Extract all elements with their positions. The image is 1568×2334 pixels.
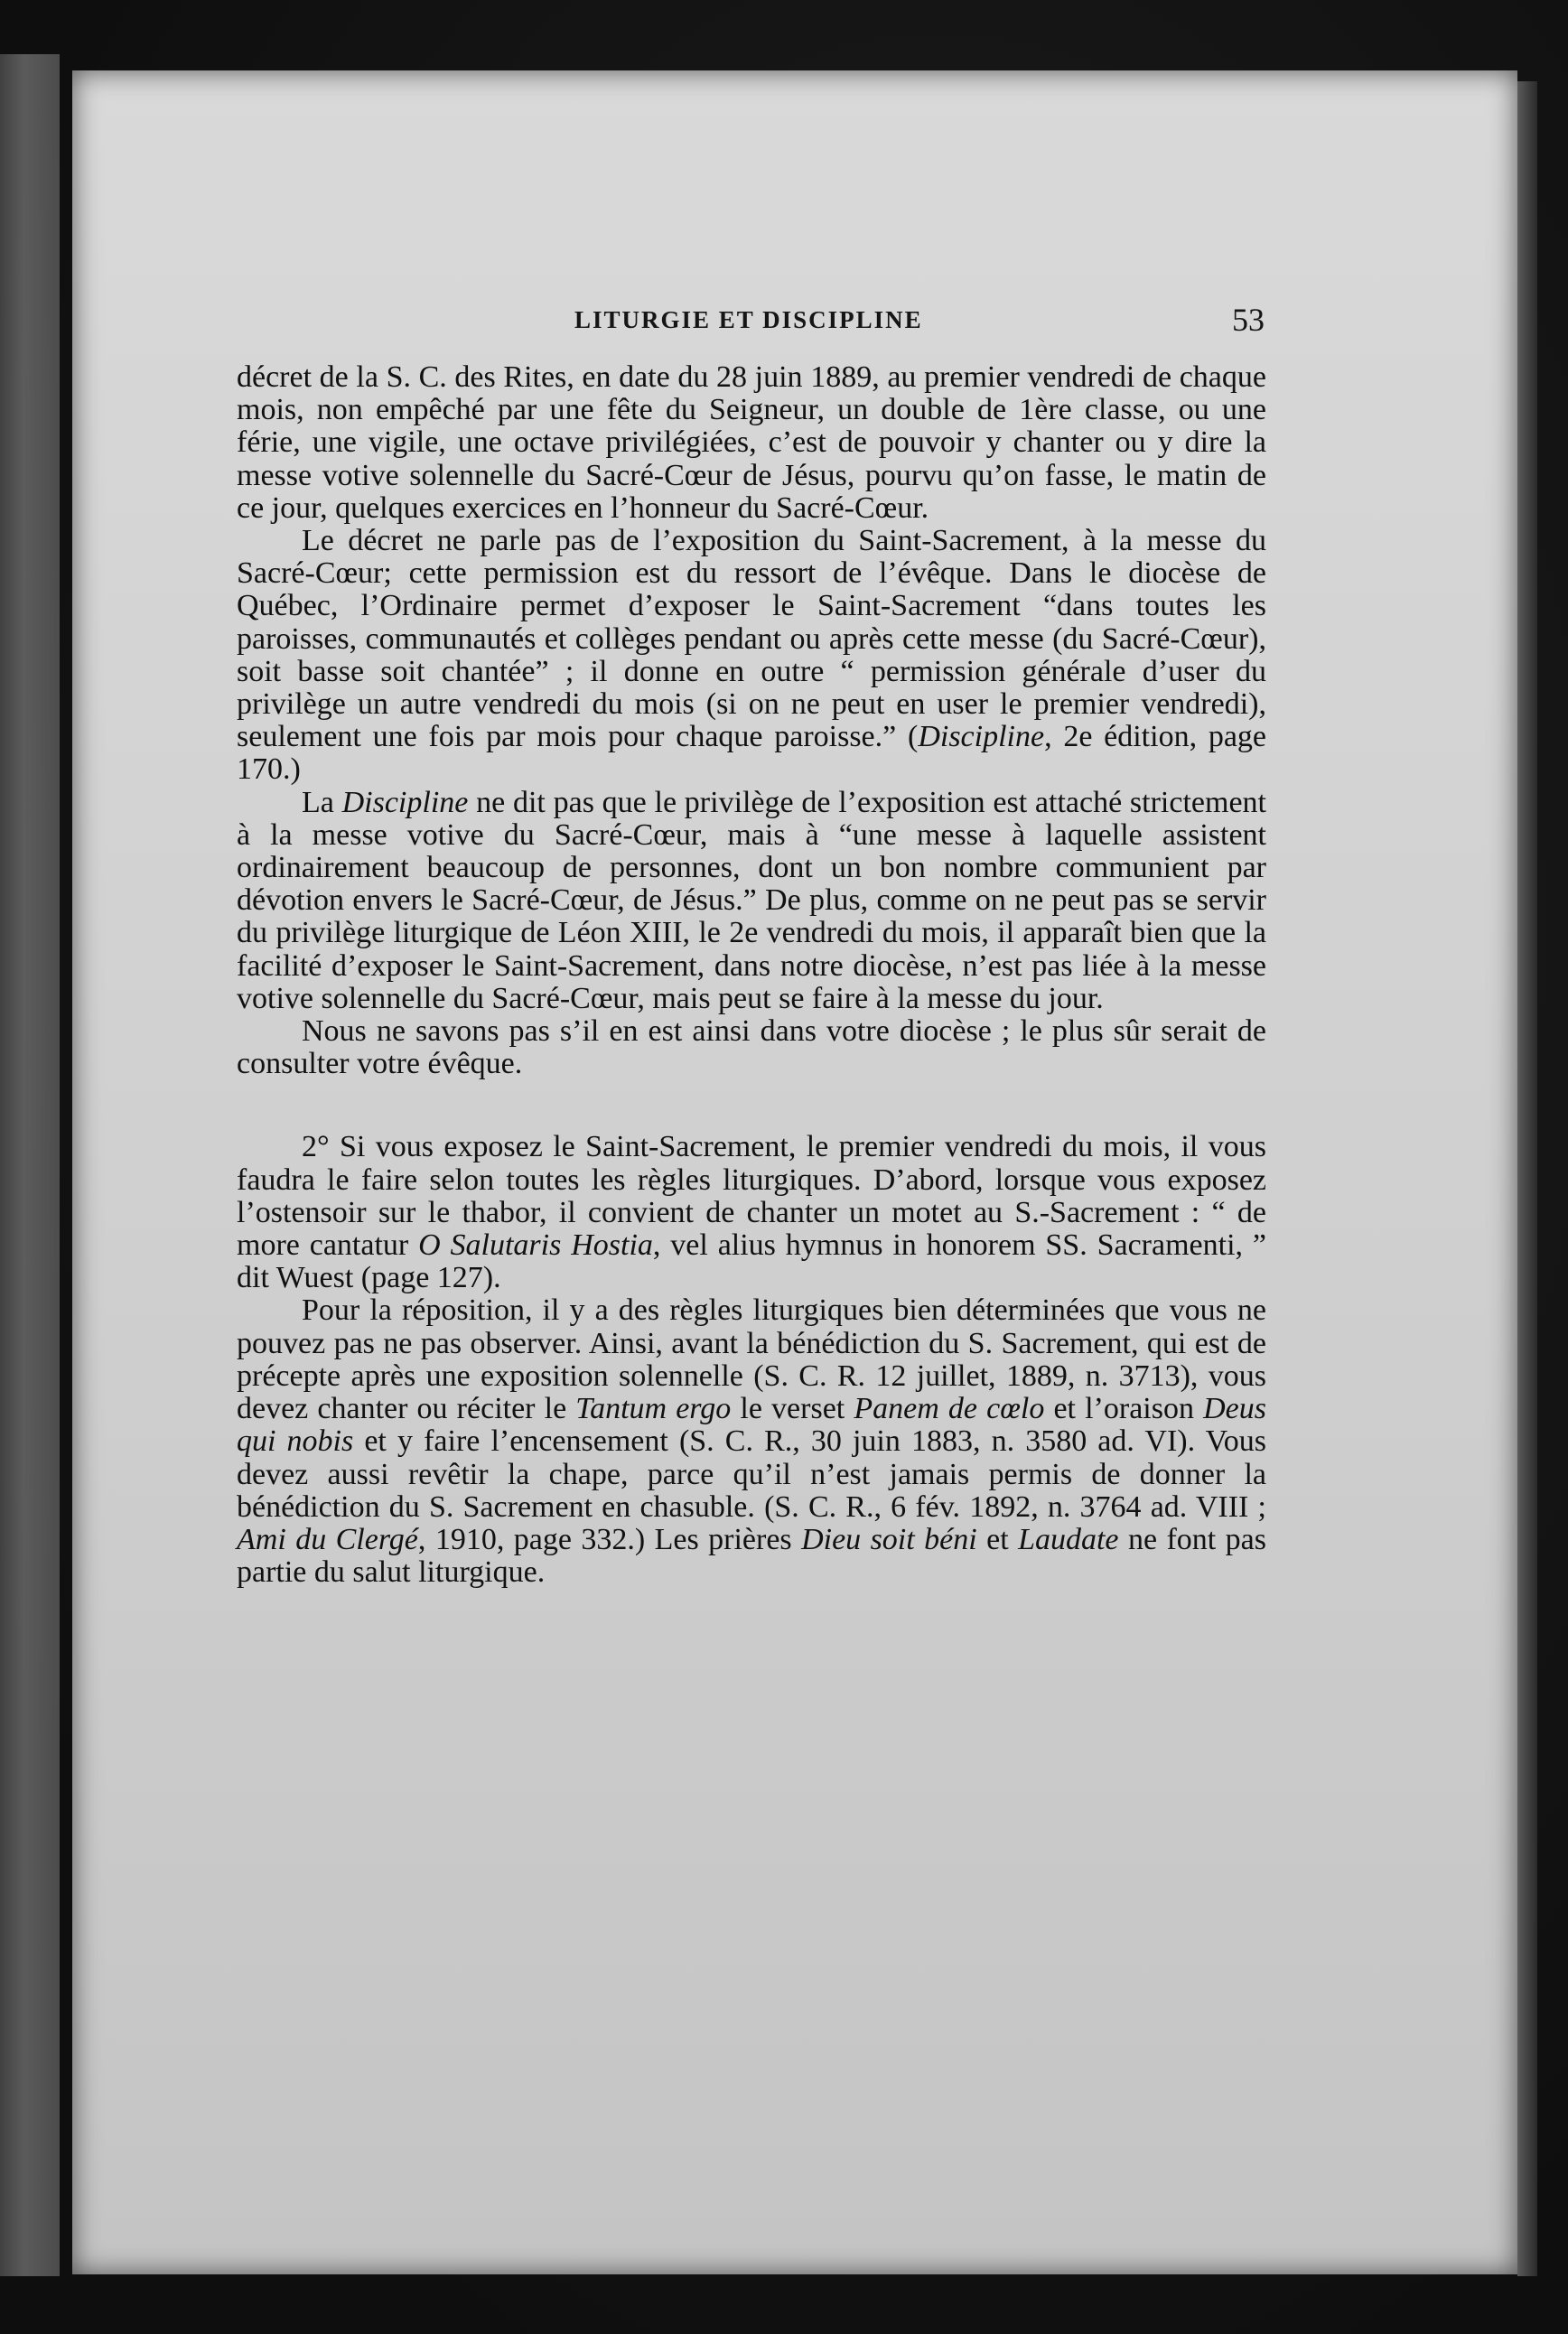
paragraph bbox=[237, 525, 1266, 787]
right-page-edge bbox=[1517, 81, 1537, 2276]
paragraph bbox=[237, 1294, 1266, 1589]
text-run: , 2e édition, page 170.) bbox=[237, 720, 1266, 787]
text-run: , vel alius hymnus in honorem SS. Sacramenti, ” dit Wuest (page 127). bbox=[237, 1228, 1266, 1295]
italic-run: Laudate bbox=[1018, 1522, 1119, 1556]
section-gap bbox=[237, 1080, 1266, 1131]
text-run: Le décret ne parle pas de l’exposition du Saint-Sacrement, à la messe du Sacré-Cœur; cette permission est du ressort de l’évêque. Dans le diocèse de Québec, l’Ordinaire permet d’exposer le Saint-Sacrement “dans toutes les paroisses, communautés et collèges pendant ou après cette messe (du Sacré-Cœur), soit basse soit chantée” ; il donne en outre “ permission générale d’user du privilège un autre vendredi du mois (si on ne peut en user le premier vendredi), seulement une fois par mois pour chaque paroisse.” ( bbox=[237, 524, 1266, 754]
paragraph bbox=[237, 1131, 1266, 1294]
page-number: 53 bbox=[1232, 302, 1265, 338]
text-run: La bbox=[302, 785, 342, 819]
text-run: 2° Si vous exposez le Saint-Sacrement, le premier vendredi du mois, il vous faudra le faire selon toutes les règles liturgiques. D’abord, lorsque vous exposez l’ostensoir sur le thabor, il convient de chanter un motet au S.-Sacrement : “ de more cantatur bbox=[237, 1130, 1266, 1263]
text-run: et bbox=[976, 1522, 1019, 1556]
text-run: Pour la réposition, il y a des règles liturgiques bien déterminées que vous ne pouvez pas ne pas observer. Ainsi, avant la bénédiction du S. Sacrement, qui est de précepte après une exposition solennelle (S. C. R. 12 juillet, 1889, n. 3713), vous devez chanter ou réciter le bbox=[237, 1293, 1266, 1426]
paragraph bbox=[237, 787, 1266, 1015]
text-run: et y faire l’encensement (S. C. R., 30 juin 1883, n. 3580 ad. VI). Vous devez aussi revêtir la chape, parce qu’il n’est jamais permis de donner la bénédiction du S. Sacrement en chasuble. (S. C. R., 6 fév. 1892, n. 3764 ad. VIII ; bbox=[237, 1424, 1266, 1524]
left-page-edge bbox=[0, 54, 60, 2276]
italic-run: Deus qui nobis bbox=[237, 1392, 1266, 1459]
text-run: et l’oraison bbox=[1044, 1392, 1204, 1426]
text-run: décret de la S. C. des Rites, en date du 28 juin 1889, au premier vendredi de chaque mois, non empêché par une fête du Seigneur, un double de 1ère classe, ou une férie, une vigile, une octave privilégiées, c’est de pouvoir y chanter ou y dire la messe votive solennelle du Sacré-Cœur de Jésus, pourvu qu’on fasse, le matin de ce jour, quelques exercices en l’honneur du Sacré-Cœur. bbox=[237, 360, 1266, 525]
page-header bbox=[0, 301, 1568, 346]
paragraph bbox=[237, 361, 1266, 525]
italic-run: Dieu soit béni bbox=[801, 1522, 977, 1556]
italic-run: Panem de cœlo bbox=[854, 1392, 1045, 1426]
italic-run: O Salutaris Hostia bbox=[418, 1228, 653, 1263]
italic-run: Discipline bbox=[341, 785, 469, 819]
text-run: Nous ne savons pas s’il en est ainsi dans votre diocèse ; le plus sûr serait de consulter votre évêque. bbox=[237, 1014, 1266, 1081]
text-run: , 1910, page 332.) Les prières bbox=[417, 1522, 802, 1556]
paragraph bbox=[237, 1015, 1266, 1080]
italic-run: Ami du Clergé bbox=[237, 1522, 418, 1556]
italic-run: Discipline bbox=[918, 720, 1045, 754]
text-run: ne font pas partie du salut liturgique. bbox=[237, 1522, 1266, 1590]
text-run: le verset bbox=[731, 1392, 854, 1426]
text-run: ne dit pas que le privilège de l’exposition est attaché strictement à la messe votive du Sacré-Cœur, mais à “une messe à laquelle assistent ordinairement beaucoup de personnes, dont un bon nombre communient par dévotion envers le Sacré-Cœur, de Jésus.” De plus, comme on ne peut pas se servir du privilège liturgique de Léon XIII, le 2e vendredi du mois, il apparaît bien que la facilité d’exposer le Saint-Sacrement, dans notre diocèse, n’est pas liée à la messe votive solennelle du Sacré-Cœur, mais peut se faire à la messe du jour. bbox=[237, 785, 1266, 1015]
running-head: LITURGIE ET DISCIPLINE bbox=[574, 306, 923, 333]
body-text bbox=[237, 361, 1266, 1589]
italic-run: Tantum ergo bbox=[575, 1392, 732, 1426]
